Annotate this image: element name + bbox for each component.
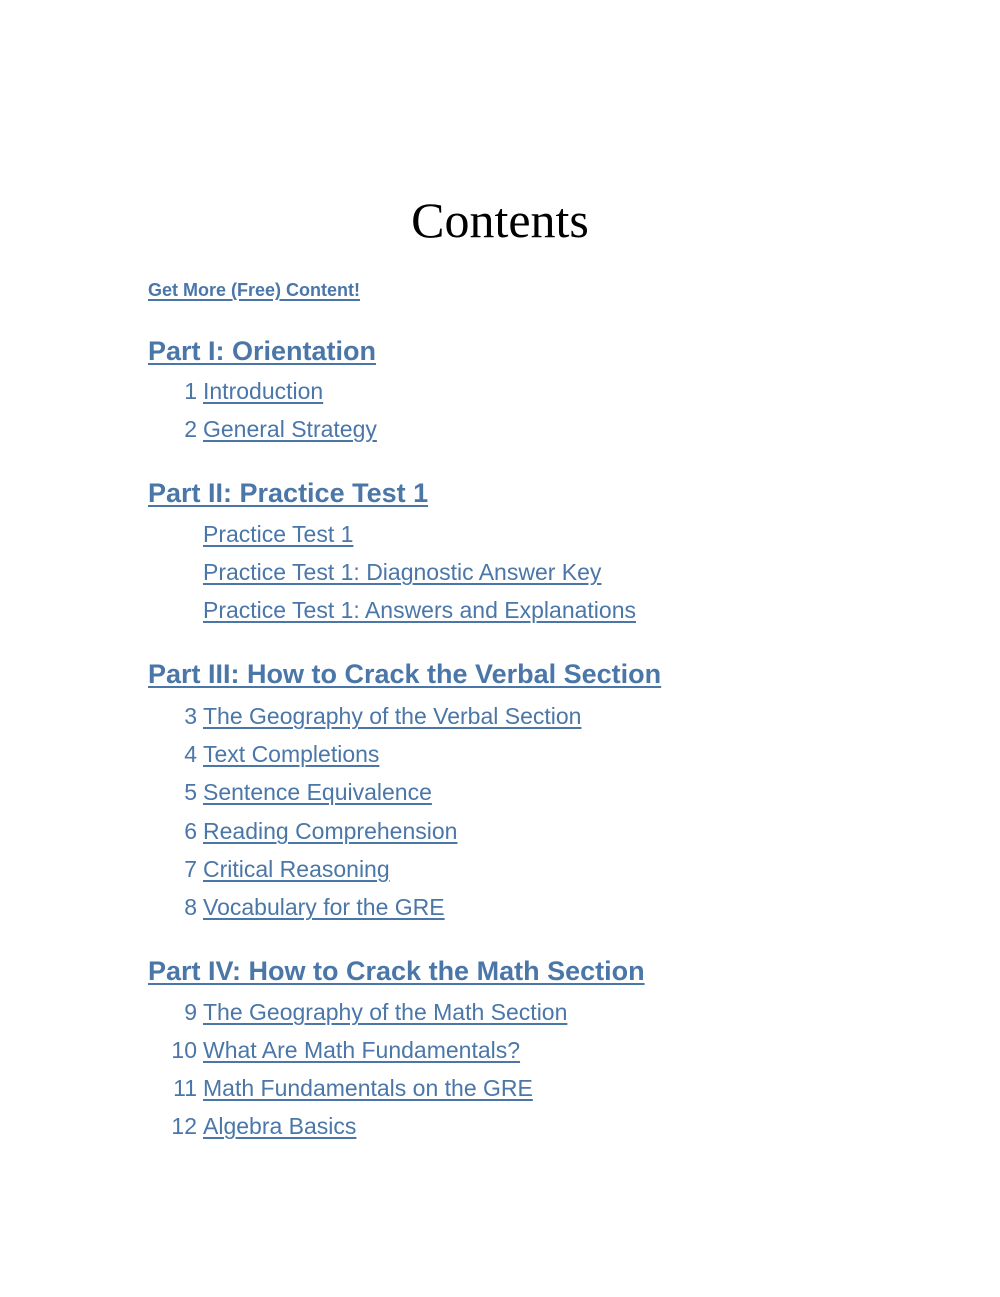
part-heading (148, 335, 376, 367)
page-title: Contents (411, 192, 589, 248)
part-heading (148, 477, 428, 509)
chapter-link[interactable]: Critical Reasoning (203, 856, 390, 882)
part-1-link[interactable]: Part I: Orientation (148, 336, 377, 366)
chapter-number: 6 (184, 818, 197, 844)
chapter-number: 5 (184, 779, 197, 805)
chapter-link[interactable]: Text Completions (203, 741, 380, 767)
chapter-link[interactable]: General Strategy (203, 416, 377, 442)
promo-link-row (148, 280, 360, 301)
get-more-content-link[interactable]: Get More (Free) Content! (148, 280, 361, 300)
chapter-number: 3 (184, 703, 197, 729)
chapter-number: 8 (184, 894, 197, 920)
chapter-link[interactable]: Sentence Equivalence (203, 779, 432, 805)
chapter-link[interactable]: Math Fundamentals on the GRE (203, 1075, 533, 1101)
chapter-link[interactable]: Practice Test 1 (203, 521, 354, 547)
part-3-link[interactable]: Part III: How to Crack the Verbal Section (148, 659, 662, 689)
chapter-number: 2 (184, 416, 197, 442)
chapter-number: 12 (171, 1113, 197, 1139)
part-heading (148, 955, 645, 987)
chapter-link[interactable]: Practice Test 1: Answers and Explanations (203, 597, 636, 623)
chapter-number: 10 (171, 1037, 197, 1063)
part-4-link[interactable]: Part IV: How to Crack the Math Section (148, 956, 645, 986)
chapter-number: 7 (184, 856, 197, 882)
chapter-number: 9 (184, 999, 197, 1025)
chapter-number: 1 (184, 378, 197, 404)
chapter-number: 11 (173, 1075, 197, 1101)
chapter-link[interactable]: Vocabulary for the GRE (203, 894, 445, 920)
chapter-link[interactable]: The Geography of the Verbal Section (203, 703, 582, 729)
chapter-link[interactable]: Practice Test 1: Diagnostic Answer Key (203, 559, 602, 585)
chapter-link[interactable]: Algebra Basics (203, 1113, 357, 1139)
chapter-link[interactable]: Introduction (203, 378, 324, 404)
part-heading (148, 658, 661, 690)
chapter-link[interactable]: What Are Math Fundamentals? (203, 1037, 521, 1063)
part-2-link[interactable]: Part II: Practice Test 1 (148, 478, 429, 508)
chapter-link[interactable]: Reading Comprehension (203, 818, 458, 844)
chapter-link[interactable]: The Geography of the Math Section (203, 999, 568, 1025)
chapter-number: 4 (184, 741, 197, 767)
